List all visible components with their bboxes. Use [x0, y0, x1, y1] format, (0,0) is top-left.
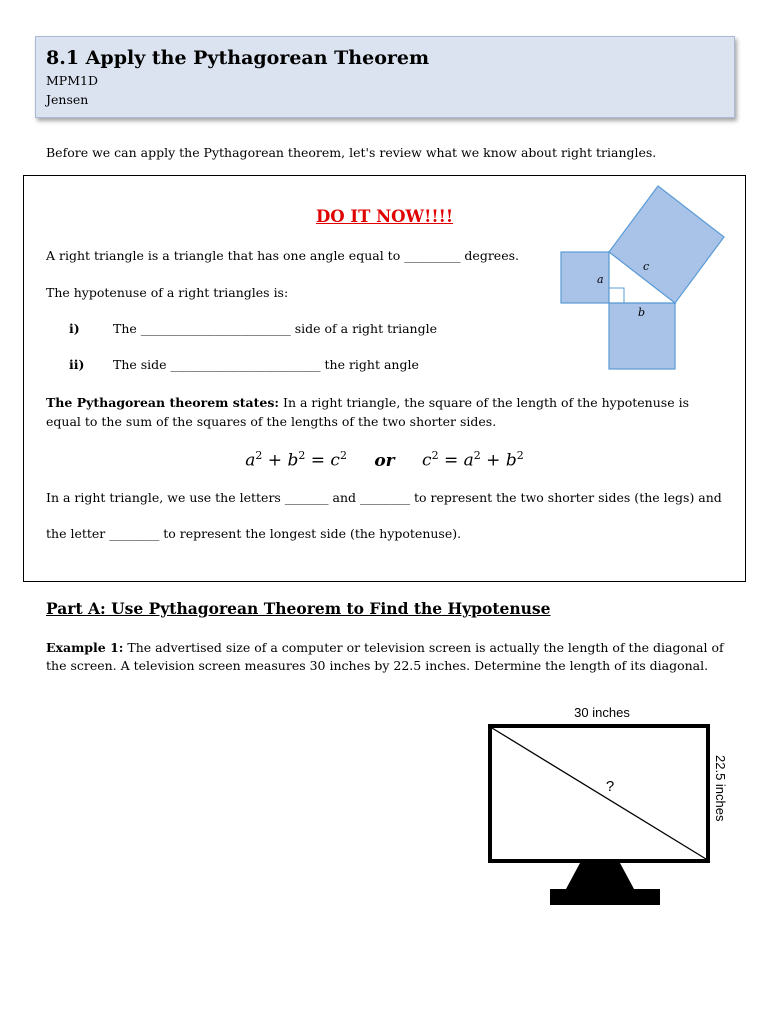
item-text-2: The side ________________________ the right angle [113, 357, 419, 372]
tv-width-label: 30 inches [574, 705, 630, 720]
example-text: The advertised size of a computer or television screen is actually the length of the diagonal of the screen. A television screen measures 30 inches by 22.5 inches. Determine the length of its diagonal. [46, 640, 724, 673]
theorem-text: In a right triangle, the square of the length of the hypotenuse is equal to the sum of the squares of the lengths of the two shorter sides. [46, 395, 689, 429]
pythagorean-formula: $a^2 + b^2 = c^2$ or $c^2 = a^2 + b^2$ [245, 449, 524, 471]
label-b: b [638, 306, 646, 319]
item-number-1: i) [69, 321, 80, 336]
tv-height-label: 22.5 inches [713, 755, 728, 822]
tv-diagonal-label: ? [605, 778, 615, 795]
example-1 [46, 639, 736, 675]
television-diagram [484, 700, 744, 910]
title-box [35, 36, 735, 118]
theorem-statement [46, 393, 726, 431]
question-letters-legs: In a right triangle, we use the letters _______ and ________ to represent the two shorter sides (the legs) and [46, 490, 722, 505]
course-code: MPM1D [46, 73, 98, 88]
pythagorean-squares-figure [560, 181, 755, 371]
do-it-now-heading: DO IT NOW!!!! [315, 207, 454, 226]
question-hypotenuse: The hypotenuse of a right triangles is: [46, 285, 289, 300]
page-title: 8.1 Apply the Pythagorean Theorem [46, 47, 430, 69]
item-text-1: The ________________________ side of a right triangle [113, 321, 437, 336]
intro-text: Before we can apply the Pythagorean theorem, let's review what we know about right triangles. [46, 145, 657, 160]
part-a-heading: Part A: Use Pythagorean Theorem to Find the Hypotenuse [46, 599, 551, 618]
example-label: Example 1: [46, 640, 124, 655]
question-letter-hypotenuse: the letter ________ to represent the longest side (the hypotenuse). [46, 526, 462, 541]
theorem-label: The Pythagorean theorem states: [46, 395, 280, 410]
tv-stand-base [550, 889, 660, 905]
question-right-angle: A right triangle is a triangle that has one angle equal to _________ degrees. [46, 248, 519, 263]
do-it-now-box [23, 175, 746, 582]
label-c: c [643, 260, 650, 273]
tv-stand-neck [566, 863, 634, 889]
item-number-2: ii) [69, 357, 85, 372]
formula-or: or [374, 450, 395, 471]
label-a: a [597, 273, 604, 286]
teacher-name: Jensen [46, 92, 89, 107]
